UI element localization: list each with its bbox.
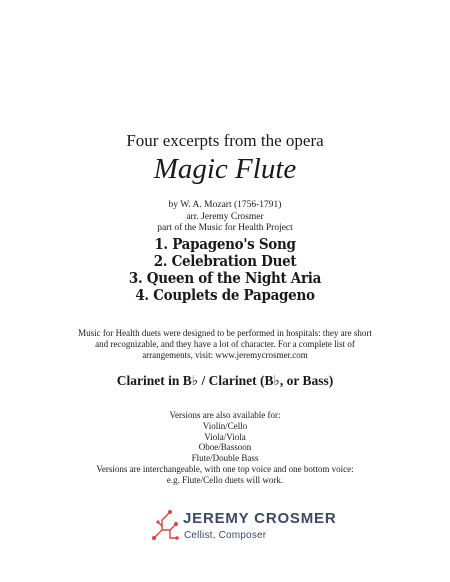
brand-name: JEREMY CROSMER [183, 510, 337, 527]
opera-title: Magic Flute [153, 153, 297, 185]
opera-subtitle: Four excerpts from the opera [126, 131, 324, 150]
version-item: Viola/Viola [204, 431, 246, 442]
movement-item: 2. Celebration Duet [153, 252, 297, 270]
arranger-credit: arr. Jeremy Crosmer [186, 211, 264, 222]
movement-list [0, 236, 450, 304]
credits-block [0, 200, 450, 235]
about-line: and recognizable, and they have a lot of character. For a complete list of [95, 339, 355, 349]
version-item: Oboe/Bassoon [198, 442, 252, 453]
circuit-note-icon [150, 508, 182, 544]
composer-credit: by W. A. Mozart (1756-1791) [168, 200, 282, 210]
instrumentation-heading: Clarinet in B♭ / Clarinet (B♭, or Bass) [116, 373, 334, 388]
movement-item: 3. Queen of the Night Aria [128, 269, 322, 287]
movement-item: 4. Couplets de Papageno [135, 286, 315, 304]
about-line: Music for Health duets were designed to be performed in hospitals: they are short [78, 328, 372, 338]
version-item: Violin/Cello [202, 420, 248, 431]
brand-tagline: Cellist, Composer [184, 530, 267, 541]
about-line: arrangements, visit: www.jeremycrosmer.com [142, 350, 308, 360]
movement-item: 1. Papageno's Song [154, 235, 296, 253]
version-item: Flute/Double Bass [191, 453, 259, 464]
versions-note: e.g. Flute/Cello duets will work. [166, 474, 284, 485]
brand-logo [150, 508, 337, 544]
versions-note: Versions are interchangeable, with one top voice and one bottom voice: [96, 463, 354, 474]
versions-intro: Versions are also available for: [169, 410, 281, 420]
versions-block [0, 410, 450, 486]
about-paragraph [55, 328, 395, 361]
project-credit: part of the Music for Health Project [157, 223, 293, 233]
